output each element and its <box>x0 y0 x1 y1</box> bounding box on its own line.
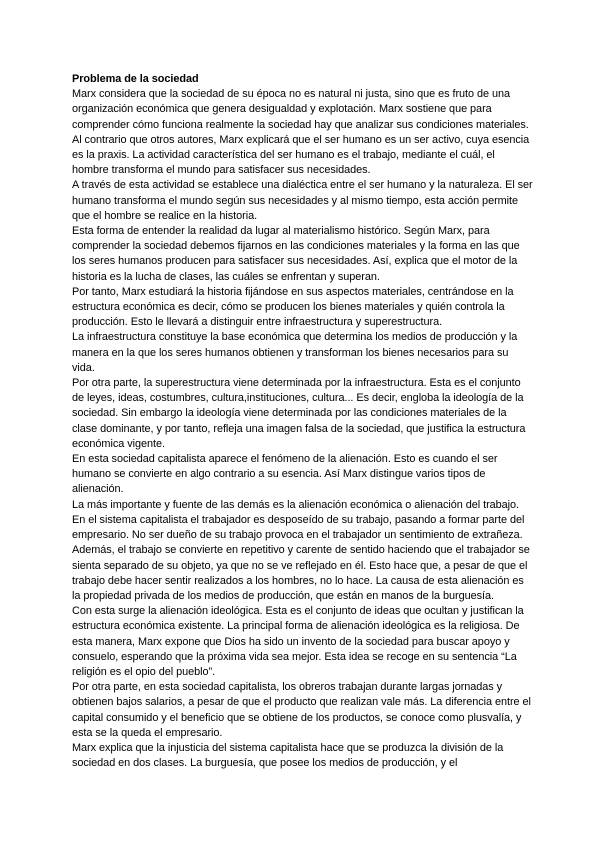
paragraph-9: La más importante y fuente de las demás es la alienación económica o alienación del trabajo. En el sistema capitalista el trabajador es desposeído de su trabajo, pasando a formar parte del empresario. No ser dueño de su trabajo provoca en el trabajador un sentimiento de extrañeza. Además, el trabajo se convierte en repetitivo y carente de sentido haciendo que el trabajador se sienta separado de su objeto, ya que no se ve reflejado en él. Esto hace que, a pesar de que el trabajo debe hacer sentir realizados a los hombres, no lo hace. La causa de esta alienación es la propiedad privada de los medios de producción, que están en manos de la burguesía. <box>72 498 530 602</box>
paragraph-11: Por otra parte, en esta sociedad capitalista, los obreros trabajan durante largas jornadas y obtienen bajos salarios, a pesar de que el producto que realizan vale más. La diferencia entre el capital consumido y el beneficio que se obtiene de los productos, se conoce como plusvalía, y esta se la queda el empresario. <box>72 681 531 739</box>
paragraph-6: La infraestructura constituye la base económica que determina los medios de producción y la manera en la que los seres humanos obtienen y transforman los bienes necesarios para su vida. <box>72 331 518 374</box>
paragraph-10: Con esta surge la alienación ideológica. Esta es el conjunto de ideas que ocultan y justifican la estructura económica existente. La principal forma de alienación ideológica es la religiosa. De esta manera, Marx expone que Dios ha sido un invento de la sociedad para buscar apoyo y consuelo, esperando que la próxima vida sea mejor. Esta idea se recoge en su sentencia “La religión es el opio del pueblo”. <box>72 605 524 678</box>
paragraph-3: A través de esta actividad se establece una dialéctica entre el ser humano y la naturaleza. El ser humano transforma el mundo según sus necesidades y al mismo tiempo, esta acción permite que el hombre se realice en la historia. <box>72 179 533 222</box>
paragraph-12: Marx explica que la injusticia del sistema capitalista hace que se produzca la división de la sociedad en dos clases. La burguesía, que posee los medios de producción, y el <box>72 741 504 770</box>
paragraph-1: Marx considera que la sociedad de su época no es natural ni justa, sino que es fruto de una organización económica que genera desigualdad y explotación. Marx sostiene que para comprender cómo funciona realmente la sociedad hay que analizar sus condiciones materiales. <box>72 88 529 131</box>
document-body <box>72 72 534 771</box>
document-title: Problema de la sociedad <box>72 73 199 85</box>
paragraph-7: Por otra parte, la superestructura viene determinada por la infraestructura. Esta es el conjunto de leyes, ideas, costumbres, cultura,instituciones, cultura... Es decir, engloba la ideología de la sociedad. Sin embargo la ideología viene determinada por las condiciones materiales de la clase dominante, y por tanto, refleja una imagen falsa de la sociedad, que justifica la estructura económica vigente. <box>72 377 526 450</box>
paragraph-5: Por tanto, Marx estudiará la historia fijándose en sus aspectos materiales, centrándose en la estructura económica es decir, cómo se producen los bienes materiales y quién controla la producción. Esto le llevará a distinguir entre infraestructura y superestructura. <box>72 285 514 329</box>
paragraph-4: Esta forma de entender la realidad da lugar al materialismo histórico. Según Marx, para comprender la sociedad debemos fijarnos en las condiciones materiales y la forma en las que los seres humanos producen para satisfacer sus necesidades. Así, explica que el motor de la historia es la lucha de clases, las cuáles se enfrentan y superan. <box>72 225 520 283</box>
paragraph-2: Al contrario que otros autores, Marx explicará que el ser humano es un ser activo, cuya esencia es la praxis. La actividad característica del ser humano es el trabajo, mediante el cuál, el hombre transforma el mundo para satisfacer sus necesidades. <box>72 133 530 177</box>
paragraph-8: En esta sociedad capitalista aparece el fenómeno de la alienación. Esto es cuando el ser humano se convierte en algo contrario a su esencia. Así Marx distingue varios tipos de alienación. <box>72 453 498 496</box>
